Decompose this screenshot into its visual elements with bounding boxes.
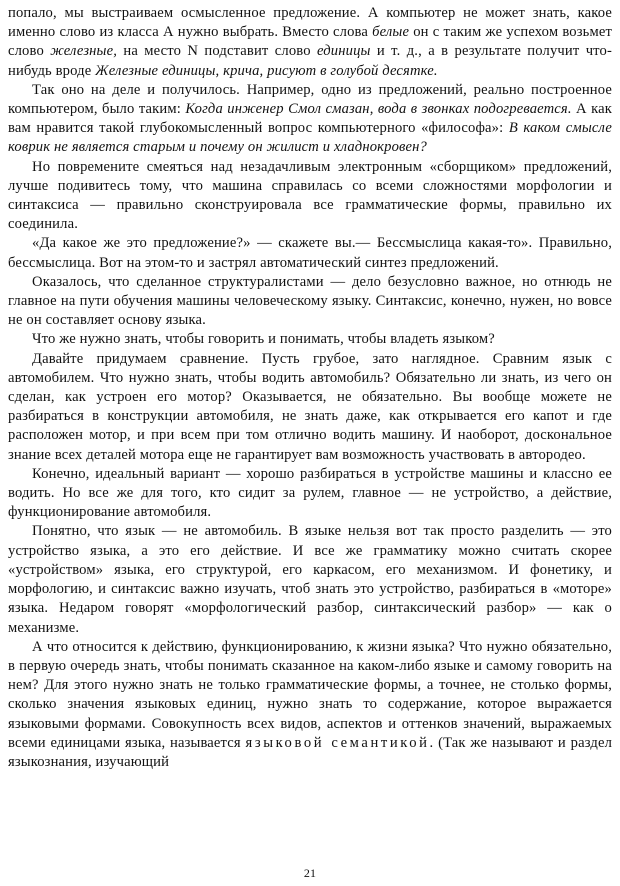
paragraph bbox=[8, 350, 612, 465]
paragraph bbox=[8, 81, 612, 158]
text-run: А как вам нравится такой глубокомысленный вопрос компьютерного «философа»: bbox=[8, 101, 612, 137]
text-run: он с таким же успехом возьмет слово bbox=[8, 24, 612, 60]
text-run: на место N подставит слово bbox=[117, 43, 317, 60]
page-text-body bbox=[8, 4, 612, 772]
paragraph bbox=[8, 4, 612, 81]
text-run: Что же нужно знать, чтобы говорить и понимать, чтобы владеть языком? bbox=[32, 331, 495, 348]
text-run: Давайте придумаем сравнение. Пусть грубое, зато наглядное. Сравним язык с автомобилем. Что нужно знать, чтобы водить автомобиль? Обязательно ли знать, из чего он сделан, как устроен его мотор? Оказывается, не обязательно. Вы вообще можете не разбираться в конструкции автомобиля, не знать даже, как открывается его капот и где расположен мотор, и при всем при том отлично водить машину. И наоборот, доскональное знание всех деталей мотора еще не гарантирует вам возможность участвовать в автородео. bbox=[8, 350, 612, 463]
paragraph bbox=[8, 158, 612, 235]
text-run: А что относится к действию, функционированию, к жизни языка? Что нужно обязательно, в первую очередь знать, чтобы понимать сказанное на каком-либо языке и самому говорить на нем? Для этого нужно знать не только грамматические формы, а точнее, не столько формы, сколько значения языковых единиц, нужно знать то содержание, которое выражается языковыми формами. Совокупность всех видов, аспектов и оттенков значений, выражаемых всеми единицами языка, называется bbox=[8, 638, 612, 751]
text-run: Конечно, идеальный вариант — хорошо разбираться в устройстве машины и классно ее водить. Но все же для того, кто сидит за рулем, главное — не устройство, а действие, функционирование автомобиля. bbox=[8, 465, 612, 521]
italic-text: единицы bbox=[316, 43, 371, 60]
paragraph bbox=[8, 273, 612, 331]
paragraph bbox=[8, 330, 612, 349]
italic-text: Железные единицы, крича, рисуют в голубой десятке. bbox=[95, 62, 438, 79]
page-number: 21 bbox=[303, 866, 317, 880]
paragraph bbox=[8, 638, 612, 772]
paragraph bbox=[8, 234, 612, 272]
text-run: Так оно на деле и получилось. Например, одно из предложений, реально построенное компьютером, было таким: bbox=[8, 81, 612, 118]
text-run: Понятно, что язык — не автомобиль. В языке нельзя вот так просто разделить — это устройство языка, а это его действие. И все же грамматику можно считать скорее «устройством» языка, его структурой, его каркасом, его механизмом. И фонетику, и морфологию, и синтаксис важно изучать, чтоб знать это устройство, разбираться в «моторе» языка. Недаром говорят «морфологический разбор, синтаксический разбор» — как о механизме. bbox=[8, 523, 612, 636]
text-run: попало, мы выстраиваем осмысленное предложение. А компьютер не может знать, какое именно слово из класса А нужно выбрать. Вместо слова bbox=[8, 5, 612, 41]
paragraph bbox=[8, 522, 612, 637]
text-run: Оказалось, что сделанное структуралистами — дело безусловно важное, но отнюдь не главное на пути обучения машины человеческому языку. Синтаксис, конечно, нужен, но вовсе не он составляет основу языка. bbox=[8, 273, 612, 329]
italic-text: В каком смысле коврик не является старым и почему он жилист и хладнокровен? bbox=[8, 120, 612, 156]
text-run: «Да какое же это предложение?» — скажете вы.— Бессмыслица какая-то». Правильно, бессмыслица. Вот на этом-то и застрял автоматический синтез предложений. bbox=[8, 235, 612, 271]
italic-text: Когда инженер Смол смазан, вода в звонках подогревается. bbox=[185, 101, 572, 118]
italic-text: белые bbox=[372, 24, 410, 41]
text-run: . (Так же называют и раздел языкознания, изучающий bbox=[8, 734, 612, 770]
text-run: Но повремените смеяться над незадачливым электронным «сборщиком» предложений, лучше подивитесь тому, что машина справилась со всеми сложностями морфологии и синтаксиса — правильно сконструировала все грамматические формы, правильно их соединила. bbox=[8, 158, 612, 233]
text-run: и т. д., а в результате получит что-нибудь вроде bbox=[8, 43, 612, 79]
spaced-term: языковой семантикой bbox=[245, 734, 430, 751]
paragraph bbox=[8, 465, 612, 523]
italic-text: железные, bbox=[50, 43, 118, 60]
book-page bbox=[8, 4, 612, 882]
